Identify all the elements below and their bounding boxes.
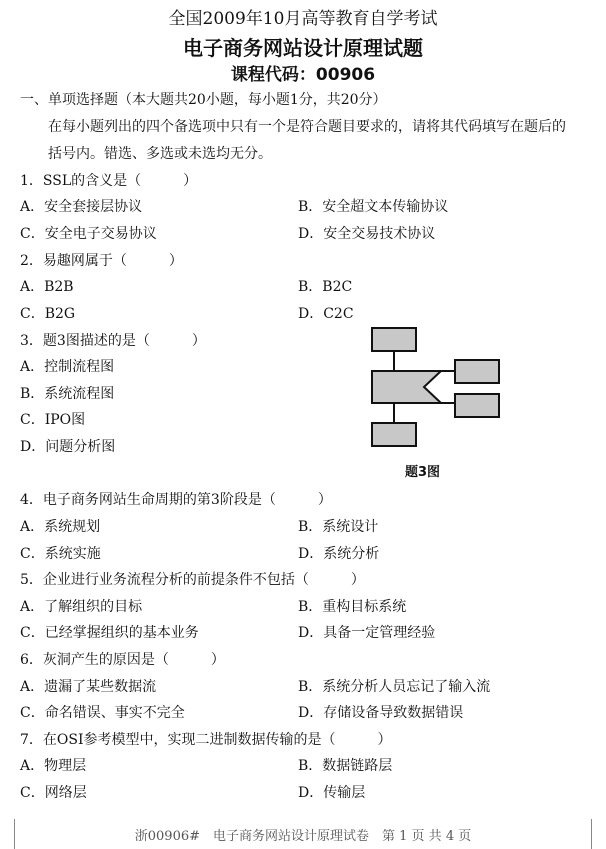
question-5-option-d: D．具备一定管理经验 (298, 625, 436, 641)
section-title: 一、单项选择题（本大题共20小题，每小题1分，共20分） (20, 92, 387, 108)
question-3-stem: 3．题3图描述的是（ ） (20, 333, 206, 349)
diagram-right-upper-box (455, 360, 499, 383)
diagram-right-lower-box (455, 394, 499, 417)
question-4-option-d: D．系统分析 (298, 546, 380, 562)
question-4-option-b: B．系统设计 (298, 519, 379, 535)
question-3-option-b: B．系统流程图 (20, 386, 115, 402)
question-4-option-a: A．系统规划 (20, 519, 101, 535)
question-2-stem: 2．易趣网属于（ ） (20, 253, 183, 269)
question-6-option-c: C．命名错误、事实不完全 (20, 705, 185, 721)
question-4-option-c: C．系统实施 (20, 546, 101, 562)
question-7-stem: 7．在OSI参考模型中，实现二进制数据传输的是（ ） (20, 732, 392, 748)
question-2-option-b: B．B2C (298, 279, 353, 295)
instruction-line-2: 括号内。错选、多选或未选均无分。 (48, 146, 272, 162)
question-1-option-d: D．安全交易技术协议 (298, 226, 436, 242)
course-code: 课程代码：00906 (230, 65, 376, 85)
question-1-stem: 1．SSL的含义是（ ） (20, 173, 198, 189)
question-6-option-b: B．系统分析人员忘记了输入流 (298, 679, 491, 695)
question-7-option-a: A．物理层 (20, 758, 87, 774)
question-7-option-b: B．数据链路层 (298, 758, 393, 774)
figure-3-label: 题3图 (405, 465, 441, 480)
question-3-option-c: C．IPO图 (20, 412, 86, 428)
question-7-option-c: C．网络层 (20, 785, 87, 801)
instruction-line-1: 在每小题列出的四个备选项中只有一个是符合题目要求的，请将其代码填写在题后的 (48, 119, 566, 135)
question-3-option-d: D．问题分析图 (20, 439, 116, 455)
exam-title: 电子商务网站设计原理试题 (183, 36, 423, 60)
question-6-option-d: D．存储设备导致数据错误 (298, 705, 464, 721)
question-2-option-c: C．B2G (20, 306, 76, 322)
question-1-option-a: A．安全套接层协议 (20, 199, 143, 215)
ipo-diagram-figure (366, 325, 506, 450)
exam-header-line1: 全国2009年10月高等教育自学考试 (168, 9, 438, 29)
question-5-stem: 5．企业进行业务流程分析的前提条件不包括（ ） (20, 572, 365, 588)
question-5-option-b: B．重构目标系统 (298, 599, 407, 615)
question-6-option-a: A．遗漏了某些数据流 (20, 679, 157, 695)
diagram-top-box (372, 328, 416, 351)
question-5-option-c: C．已经掌握组织的基本业务 (20, 625, 199, 641)
question-7-option-d: D．传输层 (298, 785, 366, 801)
diagram-bottom-box (372, 423, 416, 446)
question-4-stem: 4．电子商务网站生命周期的第3阶段是（ ） (20, 492, 332, 508)
question-1-option-c: C．安全电子交易协议 (20, 226, 157, 242)
question-1-option-b: B．安全超文本传输协议 (298, 199, 449, 215)
question-2-option-a: A．B2B (20, 279, 74, 295)
diagram-center-arrow-shape (372, 371, 441, 403)
page-footer: 浙00906# 电子商务网站设计原理试卷 第 1 页 共 4 页 (134, 829, 472, 844)
question-5-option-a: A．了解组织的目标 (20, 599, 143, 615)
question-3-option-a: A．控制流程图 (20, 359, 115, 375)
question-2-option-d: D．C2C (298, 306, 354, 322)
question-6-stem: 6．灰洞产生的原因是（ ） (20, 652, 225, 668)
